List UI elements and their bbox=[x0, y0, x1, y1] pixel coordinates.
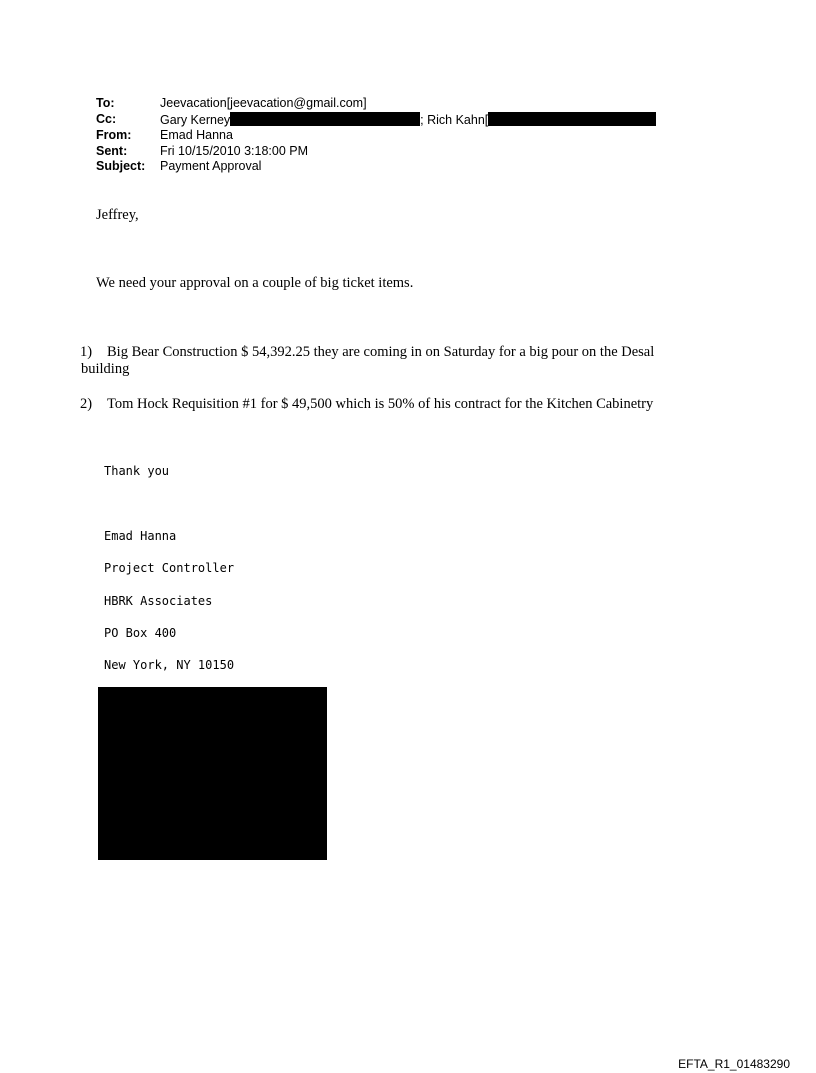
redaction-bar bbox=[488, 112, 656, 126]
signature-address-1: PO Box 400 bbox=[104, 626, 177, 640]
item-text: Tom Hock Requisition #1 for $ 49,500 which is 50% of his contract for the Kitchen Cabinetry bbox=[107, 396, 654, 412]
signature-title: Project Controller bbox=[104, 561, 235, 575]
from-value: Emad Hanna bbox=[160, 128, 233, 142]
to-row bbox=[96, 96, 656, 112]
item-text-continued: building bbox=[81, 361, 130, 377]
item-number: 2) bbox=[80, 396, 93, 412]
to-label: To: bbox=[96, 96, 115, 110]
redaction-block bbox=[98, 687, 327, 860]
subject-label: Subject: bbox=[96, 159, 146, 173]
cc-separator: ; Rich Kahn[ bbox=[420, 112, 489, 127]
from-label: From: bbox=[96, 128, 132, 142]
cc-value bbox=[160, 112, 656, 129]
intro-text: We need your approval on a couple of big ticket items. bbox=[96, 275, 414, 291]
items-list bbox=[80, 344, 740, 413]
item-number: 1) bbox=[80, 344, 93, 360]
redaction-bar bbox=[230, 112, 420, 126]
subject-value: Payment Approval bbox=[160, 159, 262, 173]
email-header bbox=[96, 96, 656, 175]
subject-row bbox=[96, 159, 656, 175]
signature-address-2: New York, NY 10150 bbox=[104, 658, 235, 672]
document-id: EFTA_R1_01483290 bbox=[678, 1057, 790, 1071]
signature-name: Emad Hanna bbox=[104, 529, 177, 543]
greeting: Jeffrey, bbox=[96, 207, 139, 223]
cc-label: Cc: bbox=[96, 111, 117, 126]
list-item bbox=[80, 344, 740, 378]
to-value: Jeevacation[jeevacation@gmail.com] bbox=[160, 96, 367, 110]
list-item bbox=[80, 396, 740, 413]
sent-row bbox=[96, 144, 656, 160]
cc-name-1: Gary Kerney bbox=[160, 112, 231, 127]
cc-row bbox=[96, 112, 656, 129]
sent-label: Sent: bbox=[96, 143, 128, 158]
from-row bbox=[96, 128, 656, 144]
item-text: Big Bear Construction $ 54,392.25 they are coming in on Saturday for a big pour on the Desal bbox=[107, 344, 655, 360]
sent-value: Fri 10/15/2010 3:18:00 PM bbox=[160, 143, 309, 158]
signature-company: HBRK Associates bbox=[104, 594, 213, 608]
thanks-text: Thank you bbox=[104, 464, 170, 478]
